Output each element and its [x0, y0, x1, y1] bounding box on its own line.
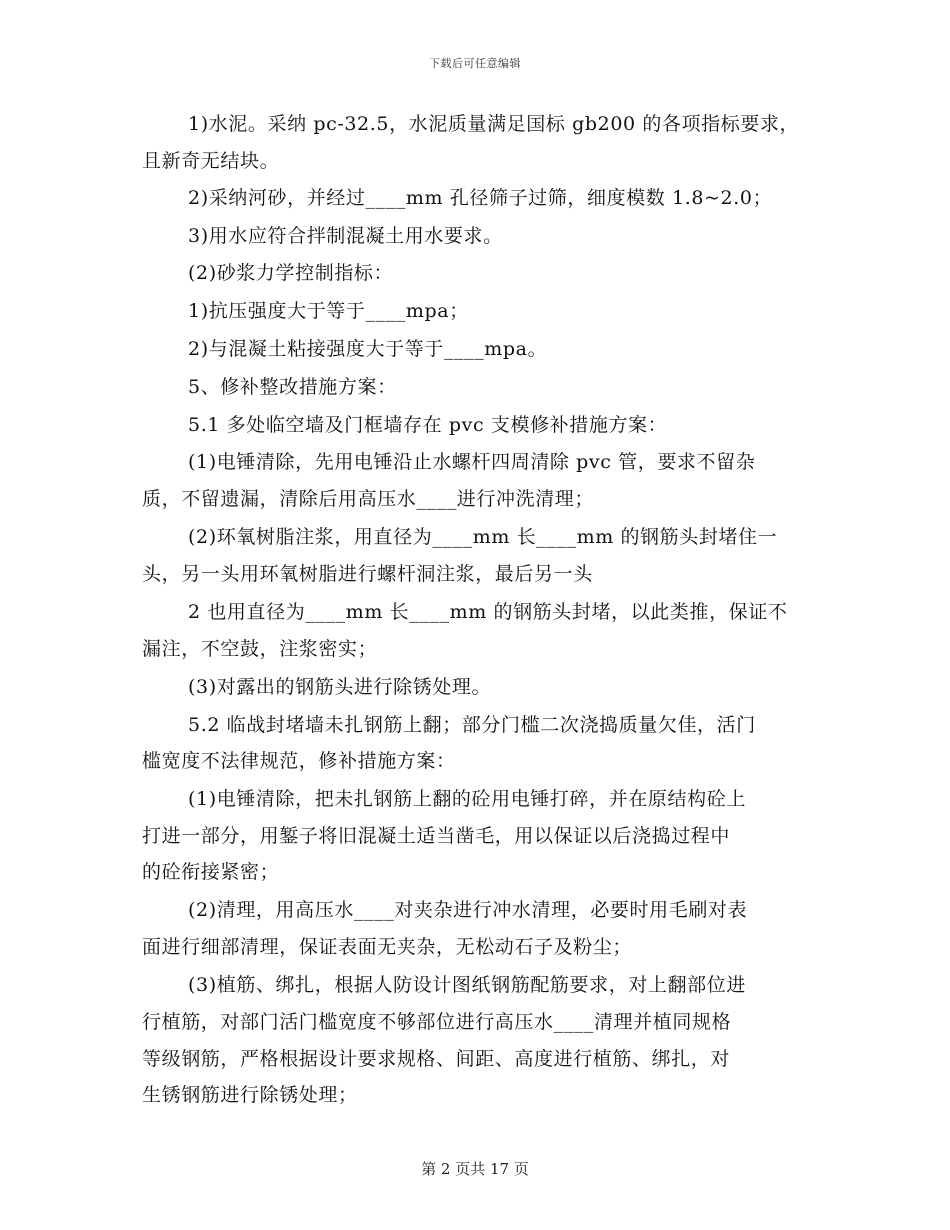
page-footer: 第 2 页共 17 页: [421, 1160, 529, 1178]
paragraph-line: 头，另一头用环氧树脂进行螺杆洞注浆，最后另一头: [142, 563, 593, 585]
paragraph-line: (2)清理，用高压水____对夹杂进行冲水清理，必要时用毛刷对表: [188, 899, 748, 921]
paragraph-line: 等级钢筋，严格根据设计要求规格、间距、高度进行植筋、绑扎，对: [142, 1048, 731, 1070]
paragraph-line: 3)用水应符合拌制混凝土用水要求。: [188, 225, 503, 247]
paragraph-line: 槛宽度不法律规范，修补措施方案：: [142, 750, 456, 772]
paragraph-line: 1)水泥。采纳 pc-32.5，水泥质量满足国标 gb200 的各项指标要求，: [188, 113, 800, 135]
paragraph-line: 2 也用直径为____mm 长____mm 的钢筋头封堵，以此类推，保证不: [188, 601, 788, 623]
paragraph-line: 生锈钢筋进行除锈处理；: [142, 1084, 358, 1106]
paragraph-line: (1)电锤清除，把未扎钢筋上翻的砼用电锤打碎，并在原结构砼上: [188, 788, 746, 810]
paragraph-line: (2)砂浆力学控制指标：: [188, 262, 394, 284]
paragraph-line: 5.2 临战封堵墙未扎钢筋上翻；部分门槛二次浇捣质量欠佳，活门: [188, 714, 756, 736]
paragraph-line: 打进一部分，用錾子将旧混凝土适当凿毛，用以保证以后浇捣过程中: [142, 825, 731, 847]
paragraph-line: 且新奇无结块。: [142, 150, 280, 172]
paragraph-line: 行植筋，对部门活门槛宽度不够部位进行高压水____清理并植同规格: [142, 1011, 732, 1033]
paragraph-line: 漏注，不空鼓，注浆密实；: [142, 638, 378, 660]
paragraph-line: 质，不留遗漏，清除后用高压水____进行冲洗清理；: [142, 488, 595, 510]
paragraph-line: 5、修补整改措施方案：: [188, 376, 397, 398]
paragraph-line: (3)对露出的钢筋头进行除锈处理。: [188, 676, 492, 698]
paragraph-line: 5.1 多处临空墙及门框墙存在 pvc 支模修补措施方案：: [188, 414, 668, 436]
paragraph-line: 2)与混凝土粘接强度大于等于____mpa。: [188, 338, 548, 360]
paragraph-line: 1)抗压强度大于等于____mpa；: [188, 300, 469, 322]
paragraph-line: (1)电锤清除，先用电锤沿止水螺杆四周清除 pvc 管，要求不留杂: [188, 451, 756, 473]
paragraph-line: 2)采纳河砂，并经过____mm 孔径筛子过筛，细度模数 1.8~2.0；: [188, 187, 773, 209]
paragraph-line: 的砼衔接紧密；: [142, 861, 280, 883]
paragraph-line: 面进行细部清理，保证表面无夹杂，无松动石子及粉尘；: [142, 936, 633, 958]
page-header: 下载后可任意编辑: [429, 57, 521, 70]
paragraph-line: (3)植筋、绑扎，根据人防设计图纸钢筋配筋要求，对上翻部位进: [188, 974, 746, 996]
paragraph-line: (2)环氧树脂注浆，用直径为____mm 长____mm 的钢筋头封堵住一: [188, 526, 778, 548]
